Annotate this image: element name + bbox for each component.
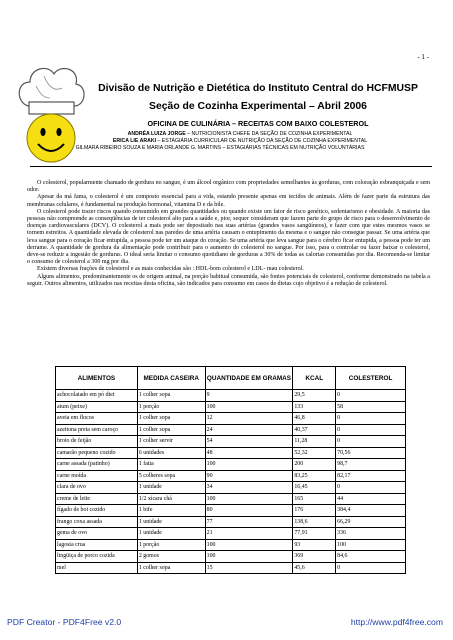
page-number: - 1 - [417, 53, 429, 61]
table-cell: 1 colher sopa [137, 390, 205, 402]
pdf-creator-label: PDF Creator - PDF4Free v2.0 [7, 617, 122, 627]
header-divider [30, 166, 432, 167]
table-cell: atum (peixe) [56, 401, 138, 413]
table-cell: 133 [293, 401, 336, 413]
table-cell: lagosta crua [56, 539, 138, 551]
table-cell: 77,91 [293, 528, 336, 540]
table-cell: 100 [205, 551, 293, 563]
table-cell: 6 unidades [137, 447, 205, 459]
table-cell: azeitona preta sem caroço [56, 424, 138, 436]
table-cell: 44 [336, 493, 406, 505]
paragraph: Existem diversas frações de colesterol e as mais conhecidas são : HDL-bom colesterol e LDL- mau colesterol. [37, 266, 304, 273]
table-cell: 0 [336, 390, 406, 402]
table-cell: 16,45 [293, 482, 336, 494]
table-cell: 100 [205, 401, 293, 413]
table-cell: achocolatado em pó diet [56, 390, 138, 402]
table-cell: 1 porção [137, 539, 205, 551]
table-cell: 83,25 [293, 470, 336, 482]
table-row [56, 516, 406, 528]
paragraph: O colesterol, popularmente chamado de gordura no sangue, é um álcool orgânico com propriedades semelhantes às gorduras, com coloração esbranquiçada e sem odor. [27, 180, 430, 194]
table-cell: 70,56 [336, 447, 406, 459]
column-header: QUANTIDADE EM GRAMAS [205, 367, 293, 390]
table-cell: 46,8 [293, 413, 336, 425]
table-cell: 1 unidade [137, 528, 205, 540]
table-cell: 1 colher servir [137, 436, 205, 448]
table-cell: clara de ovo [56, 482, 138, 494]
table-cell: 93 [293, 539, 336, 551]
table-cell: gema de ovo [56, 528, 138, 540]
cholesterol-table [55, 366, 406, 574]
article-body [27, 180, 430, 288]
table-cell: 1 bife [137, 505, 205, 517]
table-cell: mel [56, 562, 138, 574]
table-cell: 1 unidade [137, 516, 205, 528]
table-cell: 1 colher sopa [137, 562, 205, 574]
table-cell: 11,28 [293, 436, 336, 448]
table-row [56, 413, 406, 425]
staff-line: ERICA LIE ARAKI – ESTAGIÁRIA CURRICULAR DE NUTRIÇÃO DA SEÇÃO DE COZINHA EXPERIMENTAL [112, 138, 368, 144]
paragraph: O colesterol pode trazer riscos quando consumido em grandes quantidades ou quando existe um fator de risco genético, sedentarismo e obesidade. A maioria das pessoas não compreende as conseqüências de ter colesterol alto para a saúde e, pior, sequer consideram que fazem parte do grupo de risco para o desenvolvimento de doenças cardiovasculares (DCV). O colesterol a mais pode ser depositado nas suas artérias (grandes vasos sangüíneos), e fazer com que estes mesmos vasos se tornem estreitos. A quantidade elevada de colesterol nas paredes de uma artéria causam o entupimento da mesma e o sangue não consegue passar. Se uma artéria que leva sangue para o coração ficar entupida, a pessoa pode ter um ataque do coração. Se uma artéria que leva sangue para o cérebro ficar entupida, a pessoa pode ter um derrame. A quantidade de gordura da alimentação pode contribuir para o aumento do colesterol no sangue. Por isso, para o controlar ou fazer baixar o colesterol, deve-se reduzir a ingestão de gorduras. O ideal seria limitar o consumo quotidiano de gorduras a 30% de todas as calorias consumidas por dia. Recomenda-se limitar o consumo de colesterol a 300 mg por dia. [27, 208, 430, 266]
table-cell: 21 [205, 528, 293, 540]
table-cell: 52,32 [293, 447, 336, 459]
staff-line: ANDRÉA LUIZA JORGE – NUTRICIONISTA CHEFE DA SEÇÃO DE COZINHA EXPERIMENTAL [127, 131, 353, 137]
table-cell: 0 [336, 436, 406, 448]
table-cell: creme de leite [56, 493, 138, 505]
table-cell: 5 colheres sopa [137, 470, 205, 482]
table-row [56, 505, 406, 517]
table-cell: 66,29 [336, 516, 406, 528]
paragraph: Apesar da má fama, o colesterol é um composto essencial para a vida, estando presente apenas em tecidos de animais. Além de fazer parte da estrutura das membranas celulares, é fundamental na produção hormonal, vitamina D e da bile. [27, 194, 430, 208]
table-cell: 54 [205, 436, 293, 448]
table-cell: 12 [205, 413, 293, 425]
table-cell: 369 [293, 551, 336, 563]
table-cell: frango coxa assada [56, 516, 138, 528]
table-row [56, 447, 406, 459]
table-cell: 84,6 [336, 551, 406, 563]
table-cell: carne assada (patinho) [56, 459, 138, 471]
table-row [56, 436, 406, 448]
table-cell: 45,6 [293, 562, 336, 574]
table-row [56, 424, 406, 436]
table-cell: 138,6 [293, 516, 336, 528]
table-row [56, 493, 406, 505]
table-cell: 2 gomos [137, 551, 205, 563]
table-row [56, 551, 406, 563]
table-cell: 1 colher sopa [137, 413, 205, 425]
table-cell: 176 [293, 505, 336, 517]
division-title: Divisão de Nutrição e Dietética do Instituto Central do HCFMUSP [98, 83, 418, 94]
table-cell: 100 [205, 493, 293, 505]
table-cell: 165 [293, 493, 336, 505]
table-cell: 100 [336, 539, 406, 551]
table-cell: carne moída [56, 470, 138, 482]
table-cell: 58 [336, 401, 406, 413]
table-cell: 0 [336, 424, 406, 436]
table-row [56, 401, 406, 413]
table-cell: 0 [336, 482, 406, 494]
table-row [56, 562, 406, 574]
staff-line: GILMARA RIBEIRO SOUZA E MARIA ORLANDE G. MARTINS – ESTAGIÁRIAS TÉCNICAS EM NUTRIÇÃO VOLUNTÁRIAS [75, 145, 365, 151]
table-cell: 0 [336, 413, 406, 425]
table-cell: 336 [336, 528, 406, 540]
table-cell: 98,7 [336, 459, 406, 471]
column-header: MEDIDA CASEIRA [137, 367, 205, 390]
table-cell: 90 [205, 470, 293, 482]
table-cell: 100 [205, 459, 293, 471]
table-cell: 24 [205, 424, 293, 436]
table-cell: 0 [336, 562, 406, 574]
pdf4free-link[interactable]: http://www.pdf4free.com [350, 617, 443, 627]
table-cell: 29,5 [293, 390, 336, 402]
table-cell: 1 porção [137, 401, 205, 413]
table-cell: 1 colher sopa [137, 424, 205, 436]
table-cell: 40,37 [293, 424, 336, 436]
table-cell: lingüiça de porco cozida [56, 551, 138, 563]
workshop-title: OFICINA DE CULINÁRIA – RECEITAS COM BAIXO COLESTEROL [147, 119, 369, 128]
table-cell: 1/2 xícara chá [137, 493, 205, 505]
table-row [56, 539, 406, 551]
table-cell: fígado de boi cozido [56, 505, 138, 517]
paragraph: Alguns alimentos, predominantemente os de origem animal, na porção habitual consumida, são fontes potenciais de colesterol, conforme demonstrado na tabela a seguir. Outros alimentos, utilizados nas receitas desta oficina, são indicados para consumo em casos de dietas cujo objetivo é a redução de colesterol. [27, 273, 430, 287]
table-cell: 384,4 [336, 505, 406, 517]
table-header-row [56, 367, 406, 390]
table-cell: 100 [205, 539, 293, 551]
column-header: KCAL [293, 367, 336, 390]
table-row [56, 528, 406, 540]
table-cell: 1 fatia [137, 459, 205, 471]
table-cell: 80 [205, 505, 293, 517]
table-cell: 34 [205, 482, 293, 494]
table-cell: 15 [205, 562, 293, 574]
table-row [56, 470, 406, 482]
table-cell: broto de feijão [56, 436, 138, 448]
table-cell: camarão pequeno cozido [56, 447, 138, 459]
table-cell: aveia em flocos [56, 413, 138, 425]
table-cell: 1 unidade [137, 482, 205, 494]
table-cell: 9 [205, 390, 293, 402]
table-cell: 48 [205, 447, 293, 459]
table-cell: 77 [205, 516, 293, 528]
column-header: COLESTEROL [336, 367, 406, 390]
table-cell: 82,17 [336, 470, 406, 482]
column-header: ALIMENTOS [56, 367, 138, 390]
table-row [56, 459, 406, 471]
table-cell: 200 [293, 459, 336, 471]
table-row [56, 482, 406, 494]
table-row [56, 390, 406, 402]
section-title: Seção de Cozinha Experimental – Abril 2006 [149, 101, 367, 112]
